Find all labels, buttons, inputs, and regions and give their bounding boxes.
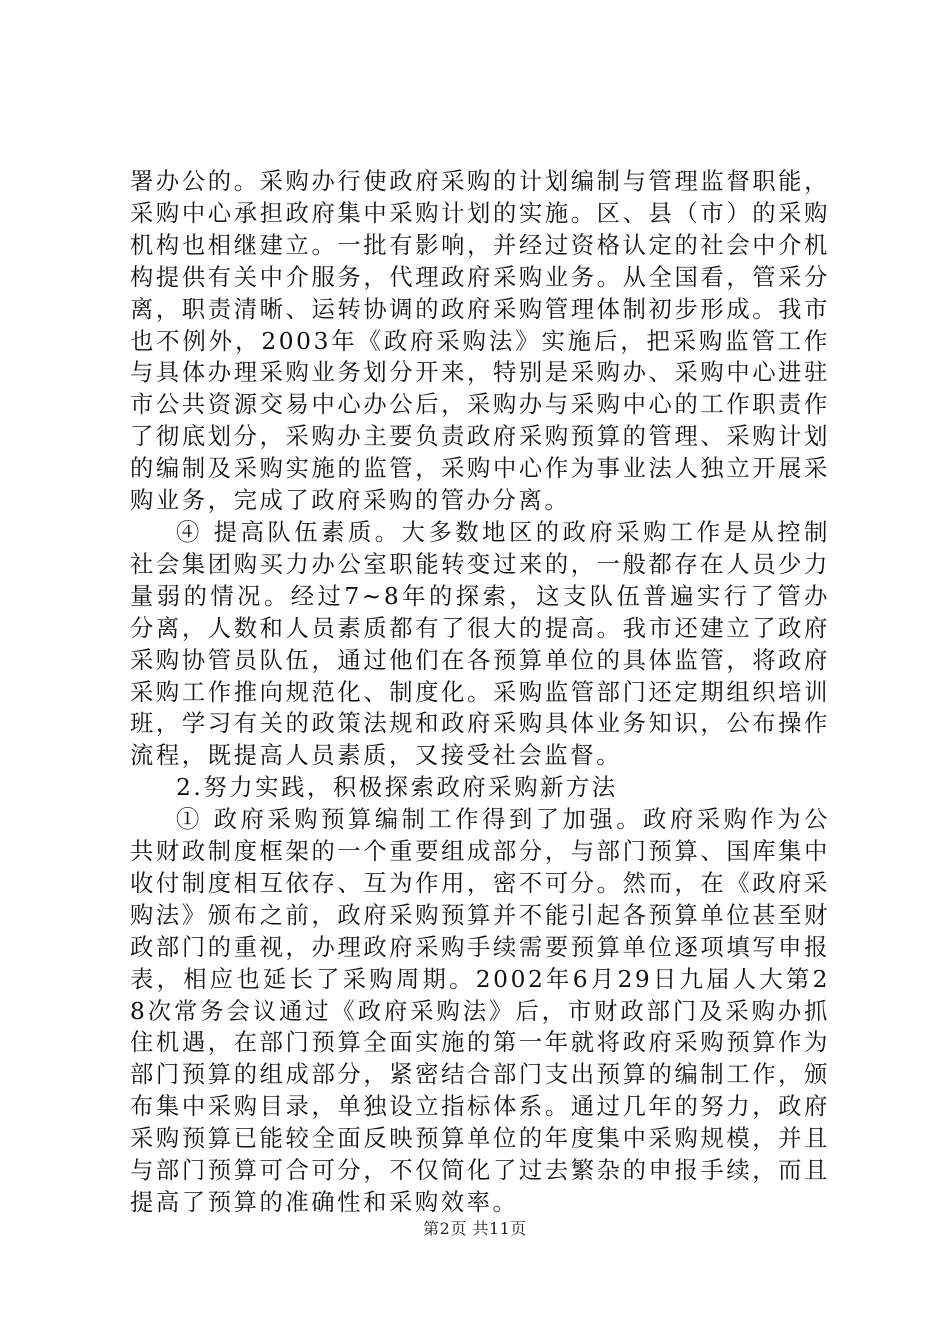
document-body xyxy=(130,166,830,1219)
section-heading-new-methods: 2.努力实践，积极探索政府采购新方法 xyxy=(176,774,618,802)
paragraph-procurement-separation: 署办公的。采购办行使政府采购的计划编制与管理监督职能，采购中心承担政府集中采购计划的实施。区、县（市）的采购机构也相继建立。一批有影响，并经过资格认定的社会中介机构提供有关中介服务，代理政府采购业务。从全国看，管采分离，职责清晰、运转协调的政府采购管理体制初步形成。我市也不例外，2003年《政府采购法》实施后，把采购监管工作与具体办理采购业务划分开来，特别是采购办、采购中心进驻市公共资源交易中心办公后，采购办与采购中心的工作职责作了彻底划分，采购办主要负责政府采购预算的管理、采购计划的编制及采购实施的监管，采购中心作为事业法人独立开展采购业务，完成了政府采购的管办分离。 xyxy=(130,168,830,515)
page-footer: 第2页 共11页 xyxy=(423,1219,527,1238)
paragraph-team-quality: ④ 提高队伍素质。大多数地区的政府采购工作是从控制社会集团购买力办公室职能转变过来的，一般都存在人员少力量弱的情况。经过7~8年的探索，这支队伍普遍实行了管办分离，人数和人员素质都有了很大的提高。我市还建立了政府采购协管员队伍，通过他们在各预算单位的具体监管，将政府采购工作推向规范化、制度化。采购监管部门还定期组织培训班，学习有关的政策法规和政府采购具体业务知识，公布操作流程，既提高人员素质，又接受社会监督。 xyxy=(130,518,830,770)
paragraph-budget-preparation: ① 政府采购预算编制工作得到了加强。政府采购作为公共财政制度框架的一个重要组成部分，与部门预算、国库集中收付制度相互依存、互为作用，密不可分。然而，在《政府采购法》颁布之前，政府采购预算并不能引起各预算单位甚至财政部门的重视，办理政府采购手续需要预算单位逐项填写申报表，相应也延长了采购周期。2002年6月29日九届人大第28次常务会议通过《政府采购法》后，市财政部门及采购办抓住机遇，在部门预算全面实施的第一年就将政府采购预算作为部门预算的组成部分，紧密结合部门支出预算的编制工作，颁布集中采购目录，单独设立指标体系。通过几年的努力，政府采购预算已能较全面反映预算单位的年度集中采购规模，并且与部门预算可合可分，不仅简化了过去繁杂的申报手续，而且提高了预算的准确性和采购效率。 xyxy=(130,806,830,1216)
